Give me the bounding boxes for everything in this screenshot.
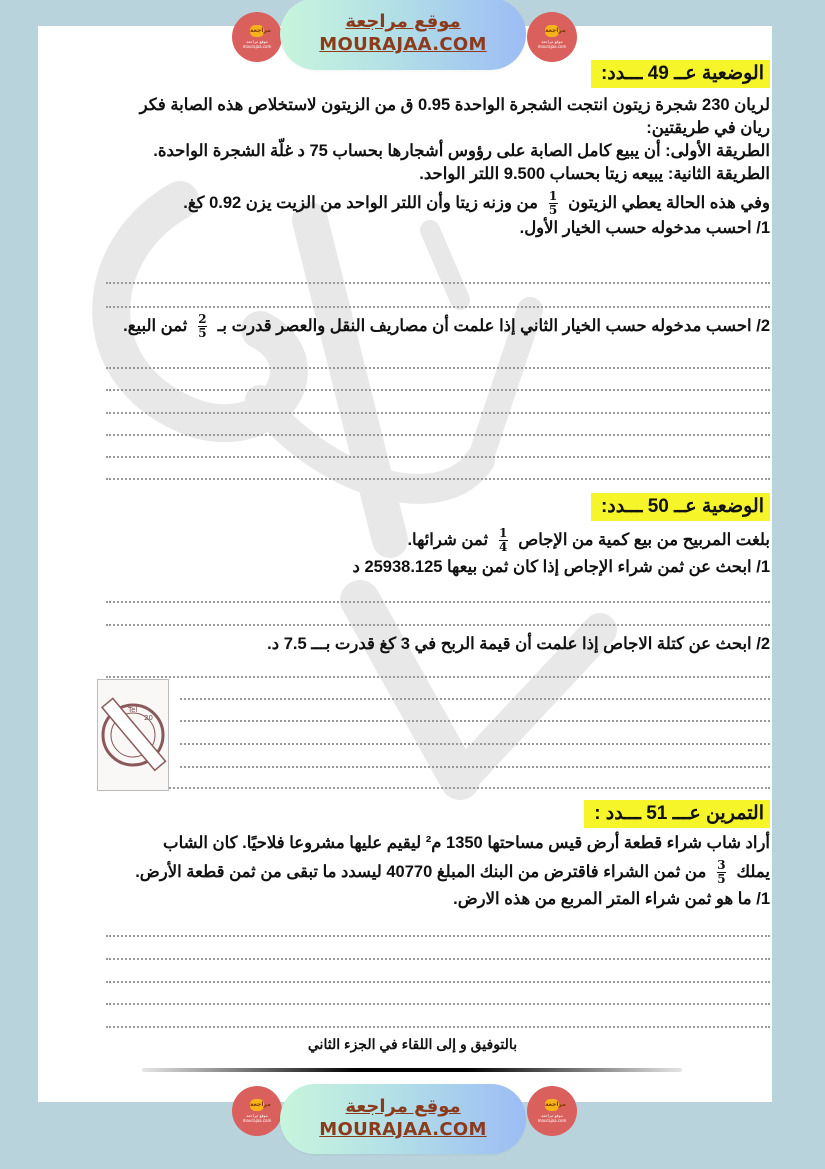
book-logo-icon: مراجعة: [250, 25, 264, 37]
fraction: $\frac{2}{5}$: [198, 312, 207, 340]
fraction-line: بلغت المربيح من بيع كمية من الإجاص $\frac{1}{4}$ ثمن شرائها.: [407, 526, 770, 554]
answer-line[interactable]: [106, 478, 770, 480]
answer-line[interactable]: [180, 743, 770, 745]
svg-text:Tel: Tel: [128, 706, 138, 714]
section-50: [58, 493, 770, 579]
site-badge-right-bottom[interactable]: مراجعة موقع مراجعة mourajaa.com: [527, 1086, 577, 1136]
answer-line[interactable]: [106, 958, 770, 960]
site-name-latin[interactable]: MOURAJAA.COM: [319, 34, 487, 55]
answer-line[interactable]: [180, 720, 770, 722]
section-49: [58, 60, 770, 240]
answer-line[interactable]: [106, 676, 770, 678]
answer-line[interactable]: [106, 981, 770, 983]
answer-line[interactable]: [106, 389, 770, 391]
question-1: 1/ ابحث عن ثمن شراء الإجاص إذا كان ثمن بيعها 25938.125 د: [352, 558, 770, 576]
answer-line[interactable]: [106, 935, 770, 937]
section-title: التمرين عـــ 51 ـــدد :: [584, 800, 770, 828]
answer-line[interactable]: [106, 367, 770, 369]
site-name-latin[interactable]: MOURAJAA.COM: [319, 1119, 487, 1140]
site-badge-left-bottom[interactable]: مراجعة موقع مراجعة mourajaa.com: [232, 1086, 282, 1136]
answer-line[interactable]: [106, 456, 770, 458]
fraction: $\frac{1}{4}$: [498, 526, 508, 554]
fraction: $\frac{3}{5}$: [717, 858, 726, 886]
section-51: [58, 800, 770, 911]
fraction: $\frac{1}{5}$: [548, 189, 558, 217]
section-50-q2: [58, 633, 770, 656]
question-1: 1/ ما هو ثمن شراء المتر المربع من هذه الارض.: [453, 890, 770, 908]
question-1: 1/ احسب مدخوله حسب الخيار الأول.: [519, 219, 770, 237]
answer-line[interactable]: [106, 787, 770, 789]
school-stamp: [97, 679, 169, 791]
section-title: الوضعية عــ 49 ـــدد:: [591, 60, 770, 88]
answer-line[interactable]: [180, 766, 770, 768]
book-logo-icon: مراجعة: [250, 1099, 264, 1111]
book-logo-icon: مراجعة: [545, 25, 559, 37]
answer-line[interactable]: [106, 1003, 770, 1005]
site-banner-bottom[interactable]: [280, 1084, 526, 1154]
answer-line[interactable]: [106, 434, 770, 436]
fraction-line: يملك $\frac{3}{5}$ من ثمن الشراء فاقترض من البنك المبلغ 40770 ليسدد ما تبقى من ثمن قطعة الأرض.: [135, 858, 770, 886]
svg-text:20: 20: [144, 714, 153, 722]
statement-line: لريان 230 شجرة زيتون انتجت الشجرة الواحدة 0.95 ق من الزيتون لاستخلاص هذه الصابة فكر: [139, 96, 770, 114]
site-name-arabic[interactable]: موقع مراجعة: [345, 11, 461, 32]
site-name-arabic[interactable]: موقع مراجعة: [345, 1096, 461, 1117]
closing-message: بالتوفيق و إلى اللقاء في الجزء الثاني: [307, 1036, 518, 1052]
section-title: الوضعية عــ 50 ـــدد:: [591, 493, 770, 521]
site-badge-right[interactable]: مراجعة موقع مراجعة mourajaa.com: [527, 12, 577, 62]
statement-line: ريان في طريقتين:: [646, 119, 770, 137]
site-badge-left[interactable]: مراجعة موقع مراجعة mourajaa.com: [232, 12, 282, 62]
answer-line[interactable]: [106, 282, 770, 284]
fraction-line: وفي هذه الحالة يعطي الزيتون $\frac{1}{5}$ من وزنه زيتا وأن اللتر الواحد من الزيت يزن 0.92 كغ.: [183, 189, 770, 217]
statement-line: الطريقة الثانية: يبيعه زيتا بحساب 9.500 اللتر الواحد.: [419, 165, 770, 183]
question-2: 2/ ابحث عن كتلة الاجاص إذا علمت أن قيمة الربح في 3 كغ قدرت بـــ 7.5 د.: [267, 635, 770, 653]
book-logo-icon: مراجعة: [545, 1099, 559, 1111]
answer-line[interactable]: [106, 306, 770, 308]
answer-line[interactable]: [106, 601, 770, 603]
section-49-q2: [58, 313, 770, 340]
answer-line[interactable]: [106, 624, 770, 626]
answer-line[interactable]: [180, 698, 770, 700]
divider: [142, 1068, 682, 1072]
stamp-seal-icon: [98, 680, 168, 790]
question-2: 2/ احسب مدخوله حسب الخيار الثاني إذا علمت أن مصاريف النقل والعصر قدرت بـ $\frac{2}{5}$ ثمن البيع.: [123, 312, 770, 340]
answer-line[interactable]: [106, 1026, 770, 1028]
answer-line[interactable]: [106, 412, 770, 414]
statement-line: الطريقة الأولى: أن يبيع كامل الصابة على رؤوس أشجارها بحساب 75 د غلّة الشجرة الواحدة.: [153, 142, 770, 160]
statement-line: أراد شاب شراء قطعة أرض قيس مساحتها 1350 م² ليقيم عليها مشروعا فلاحيًا. كان الشاب: [163, 834, 770, 852]
